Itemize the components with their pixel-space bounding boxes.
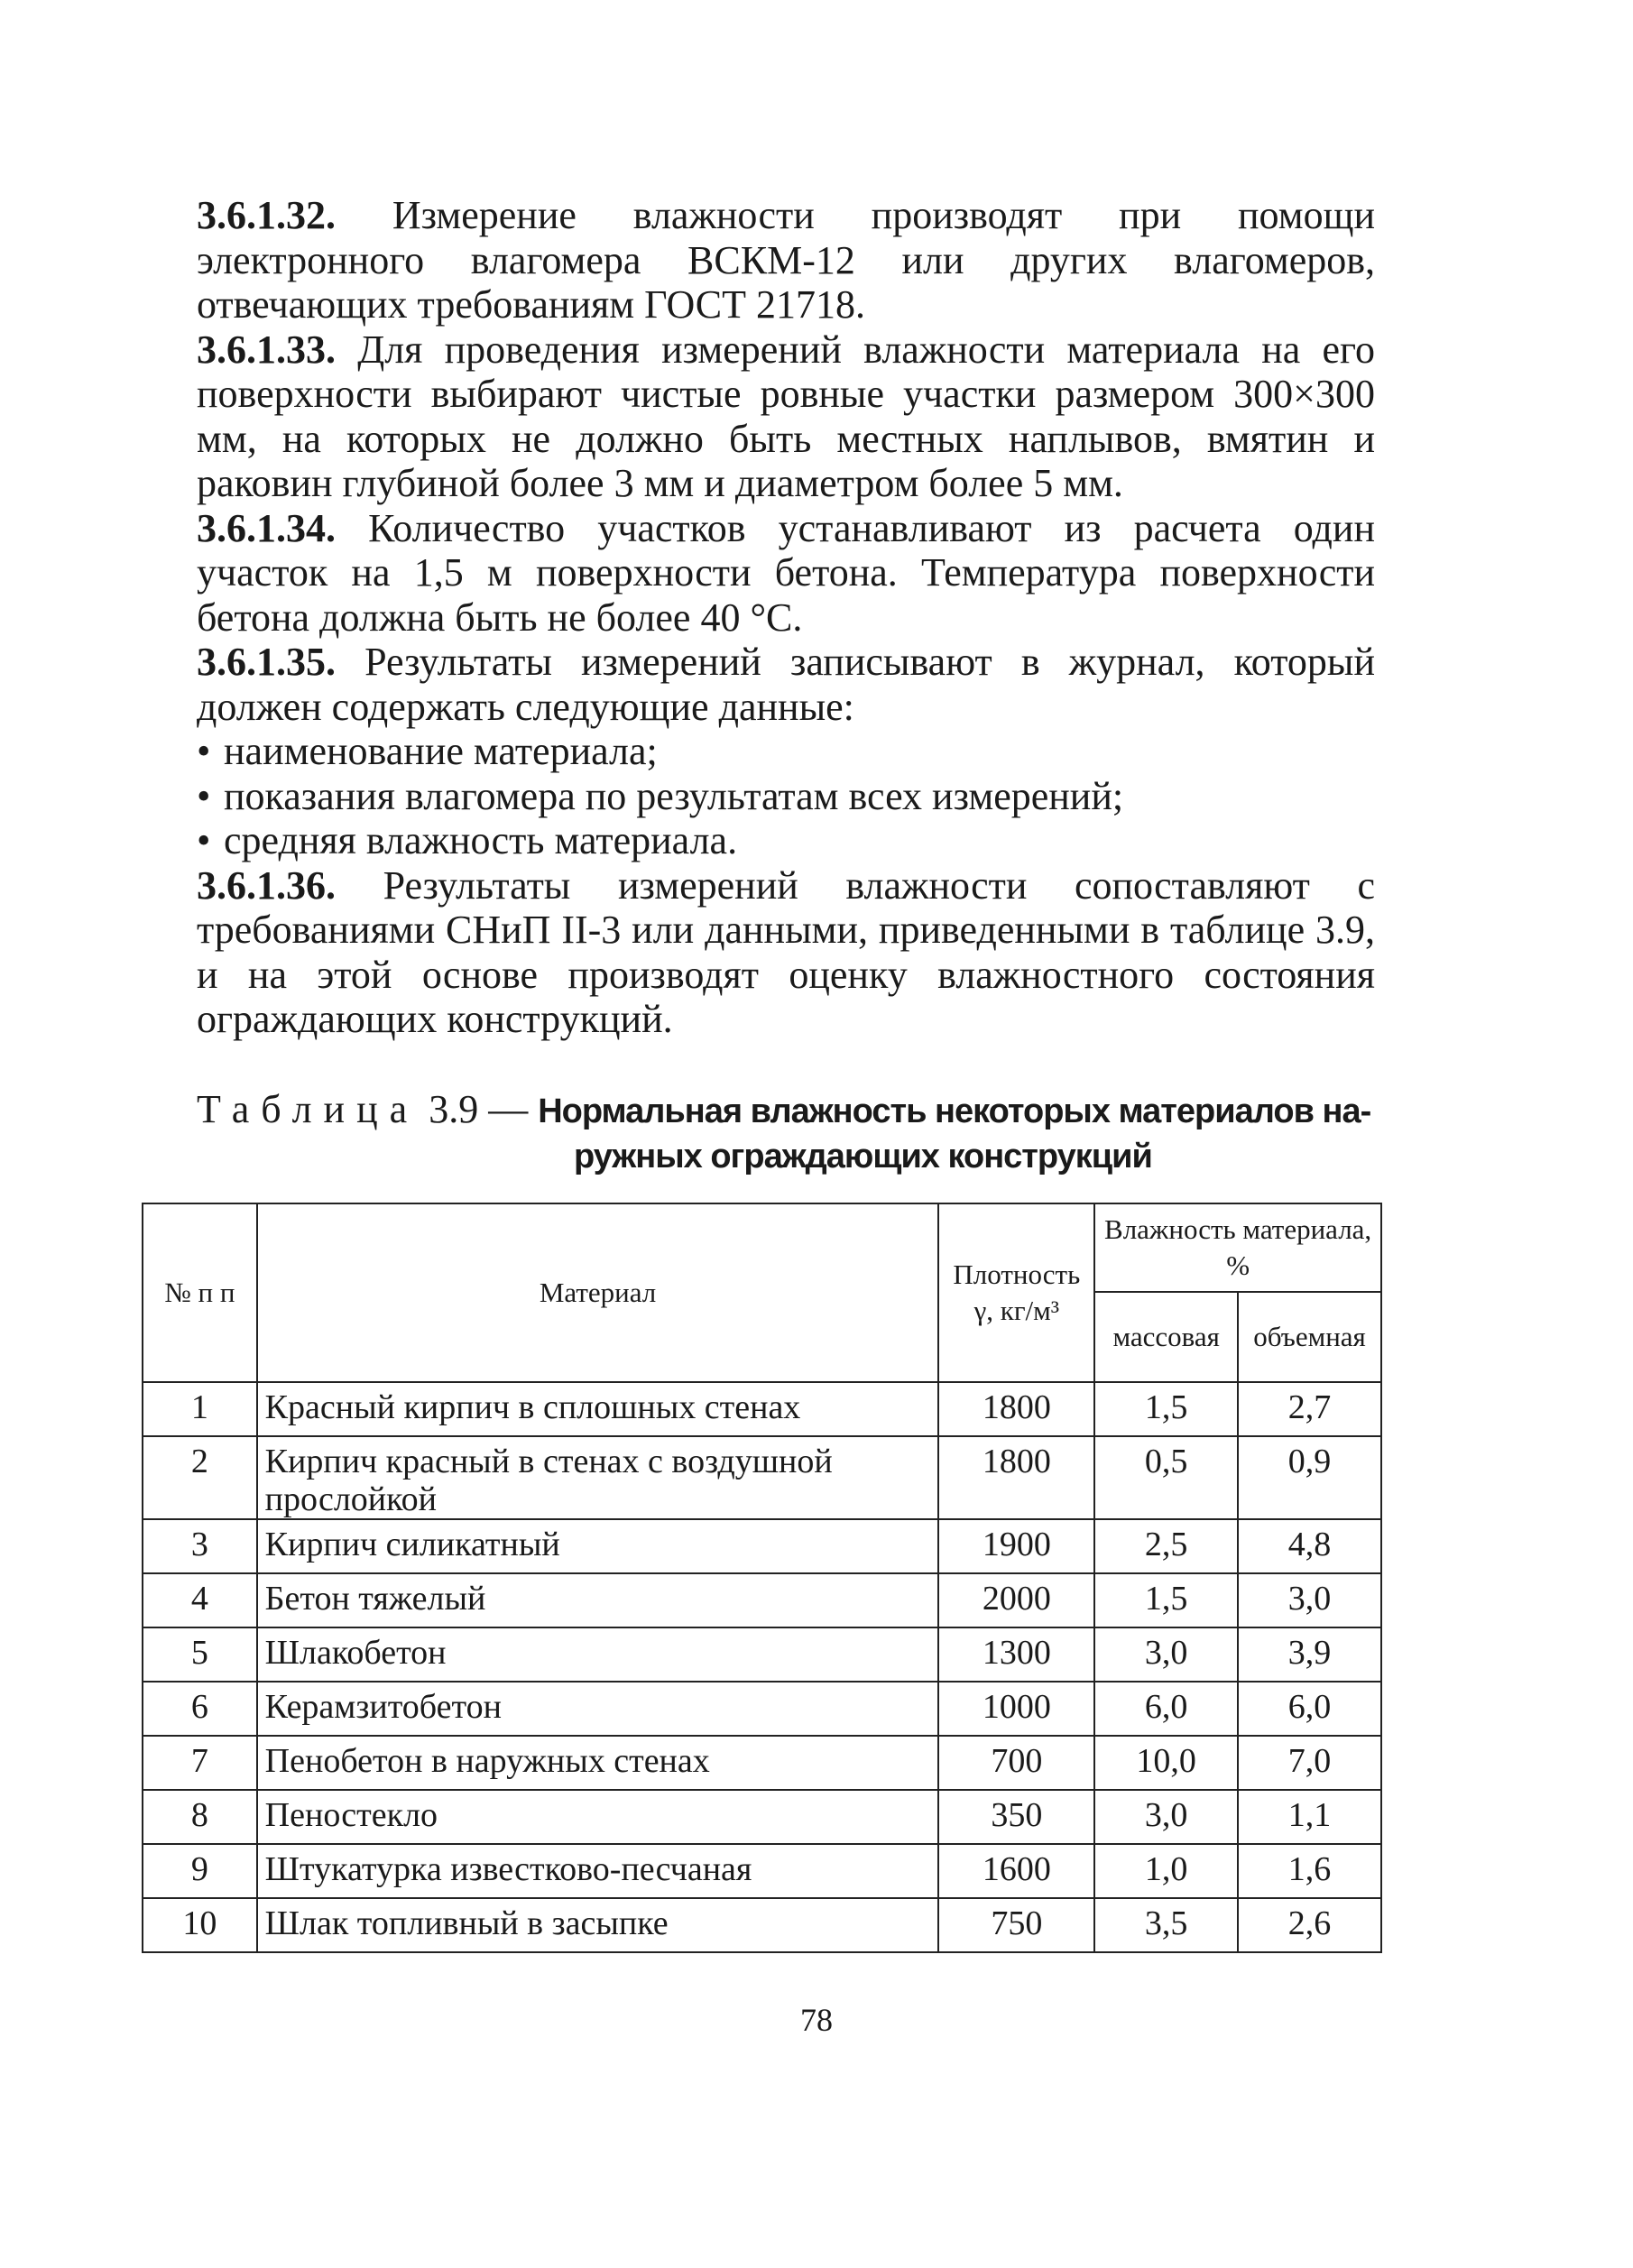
paragraph-number: 3.6.1.32. (197, 193, 336, 237)
cell-number: 3 (143, 1519, 257, 1573)
cell-material: Шлак топливный в засыпке (257, 1898, 939, 1952)
cell-material: Кирпич силикатный (257, 1519, 939, 1573)
table-row (143, 1519, 1381, 1573)
bullet-text: показания влагомера по результатам всех измерений; (224, 773, 1124, 818)
cell-volume-moisture: 6,0 (1238, 1682, 1381, 1736)
cell-volume-moisture: 1,6 (1238, 1844, 1381, 1898)
bullet-item (197, 729, 1375, 774)
paragraph-number: 3.6.1.33. (197, 327, 336, 372)
cell-mass-moisture: 1,5 (1094, 1382, 1238, 1436)
cell-density: 1300 (938, 1627, 1094, 1682)
moisture-table (142, 1203, 1382, 1953)
table-caption (197, 1087, 1375, 1179)
table-row (143, 1736, 1381, 1790)
table-body (143, 1382, 1381, 1952)
paragraphs (197, 193, 1375, 729)
table-row (143, 1682, 1381, 1736)
cell-density: 750 (938, 1898, 1094, 1952)
cell-mass-moisture: 6,0 (1094, 1682, 1238, 1736)
cell-density: 1800 (938, 1382, 1094, 1436)
cell-number: 8 (143, 1790, 257, 1844)
header-mass: массовая (1094, 1292, 1238, 1382)
paragraph-text: Результаты измерений записывают в журнал, который должен содержать следующие данные: (197, 640, 1375, 729)
header-density: Плотность γ, кг/м³ (938, 1203, 1094, 1382)
cell-density: 1000 (938, 1682, 1094, 1736)
paragraph-number: 3.6.1.34. (197, 505, 336, 550)
cell-material: Пенобетон в наружных стенах (257, 1736, 939, 1790)
table-row (143, 1436, 1381, 1519)
cell-mass-moisture: 10,0 (1094, 1736, 1238, 1790)
cell-material: Штукатурка известково-песчаная (257, 1844, 939, 1898)
cell-number: 6 (143, 1682, 257, 1736)
paragraph-text: Результаты измерений влажности сопоставляют с требованиями СНиП II-3 или данными, приведенными в таблице 3.9, и на этой основе производят оценку влажностного состояния ограждающих конструкций. (197, 862, 1375, 1041)
table-row (143, 1573, 1381, 1627)
paragraph-3-6-1-36 (197, 863, 1375, 1042)
paragraph (197, 506, 1375, 641)
header-moisture: Влажность материала, % (1094, 1203, 1381, 1292)
bullet-item (197, 774, 1375, 819)
paragraph-text: Количество участков устанавливают из расчета один участок на 1,5 м поверхности бетона. Температура поверхности бетона должна быть не более 40 °С. (197, 505, 1375, 640)
bullet-list (197, 729, 1375, 863)
cell-number: 7 (143, 1736, 257, 1790)
paragraph-number: 3.6.1.35. (197, 640, 336, 684)
cell-number: 1 (143, 1382, 257, 1436)
cell-density: 700 (938, 1736, 1094, 1790)
cell-volume-moisture: 2,6 (1238, 1898, 1381, 1952)
cell-number: 5 (143, 1627, 257, 1682)
table-row (143, 1382, 1381, 1436)
table-row (143, 1627, 1381, 1682)
cell-volume-moisture: 7,0 (1238, 1736, 1381, 1790)
paragraph (197, 193, 1375, 327)
cell-volume-moisture: 4,8 (1238, 1519, 1381, 1573)
bullet-icon: • (197, 818, 211, 862)
cell-mass-moisture: 3,0 (1094, 1627, 1238, 1682)
cell-material: Бетон тяжелый (257, 1573, 939, 1627)
paragraph-number: 3.6.1.36. (197, 862, 336, 908)
paragraph-text: Измерение влажности производят при помощи электронного влагомера ВСКМ-12 или других влагомеров, отвечающих требованиям ГОСТ 21718. (197, 193, 1375, 327)
page-number: 78 (800, 2002, 833, 2038)
cell-number: 10 (143, 1898, 257, 1952)
paragraph (197, 640, 1375, 729)
cell-volume-moisture: 0,9 (1238, 1436, 1381, 1519)
bullet-icon: • (197, 729, 211, 773)
cell-mass-moisture: 0,5 (1094, 1436, 1238, 1519)
caption-title-line2: ружных ограждающих конструкций (574, 1137, 1152, 1175)
caption-label: Таблица (197, 1086, 420, 1131)
cell-material: Красный кирпич в сплошных стенах (257, 1382, 939, 1436)
bullet-item (197, 818, 1375, 863)
bullet-text: наименование материала; (224, 729, 658, 773)
cell-mass-moisture: 3,5 (1094, 1898, 1238, 1952)
paragraph (197, 327, 1375, 506)
header-material: Материал (257, 1203, 939, 1382)
cell-density: 350 (938, 1790, 1094, 1844)
cell-number: 9 (143, 1844, 257, 1898)
cell-mass-moisture: 3,0 (1094, 1790, 1238, 1844)
table-header-row (143, 1203, 1381, 1292)
cell-mass-moisture: 2,5 (1094, 1519, 1238, 1573)
cell-material: Шлакобетон (257, 1627, 939, 1682)
cell-number: 2 (143, 1436, 257, 1519)
cell-density: 2000 (938, 1573, 1094, 1627)
page-body (197, 193, 1375, 1179)
cell-volume-moisture: 1,1 (1238, 1790, 1381, 1844)
table-row (143, 1790, 1381, 1844)
caption-title-line1: Нормальная влажность некоторых материалов на- (538, 1092, 1371, 1130)
cell-volume-moisture: 3,9 (1238, 1627, 1381, 1682)
table-row (143, 1898, 1381, 1952)
cell-number: 4 (143, 1573, 257, 1627)
cell-material: Кирпич красный в стенах с воздушной прослойкой (257, 1436, 939, 1519)
cell-mass-moisture: 1,0 (1094, 1844, 1238, 1898)
paragraph-text: Для проведения измерений влажности материала на его поверхности выбирают чистые ровные участки размером 300×300 мм, на которых не должно быть местных наплывов, вмятин и раковин глубиной более 3 мм и диаметром более 5 мм. (197, 327, 1375, 505)
cell-density: 1600 (938, 1844, 1094, 1898)
cell-mass-moisture: 1,5 (1094, 1573, 1238, 1627)
cell-material: Керамзитобетон (257, 1682, 939, 1736)
header-num: № п п (143, 1203, 257, 1382)
cell-volume-moisture: 2,7 (1238, 1382, 1381, 1436)
cell-density: 1800 (938, 1436, 1094, 1519)
bullet-text: средняя влажность материала. (224, 818, 738, 862)
cell-density: 1900 (938, 1519, 1094, 1573)
cell-material: Пеностекло (257, 1790, 939, 1844)
bullet-icon: • (197, 773, 211, 818)
table-row (143, 1844, 1381, 1898)
cell-volume-moisture: 3,0 (1238, 1573, 1381, 1627)
caption-number: 3.9 — (419, 1086, 539, 1131)
header-volume: объемная (1238, 1292, 1381, 1382)
